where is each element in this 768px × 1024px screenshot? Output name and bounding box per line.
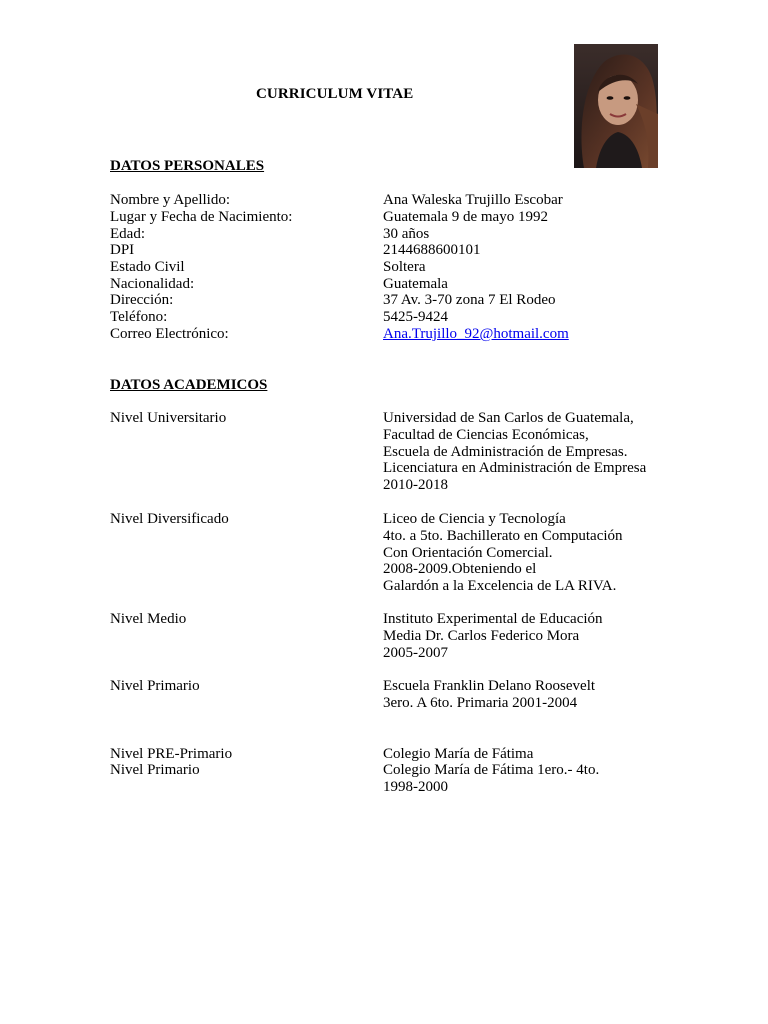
field-value: Guatemala <box>383 276 448 292</box>
academic-details <box>383 762 683 796</box>
academic-level-label: Nivel Diversificado <box>110 511 229 527</box>
academic-detail-line: Galardón a la Excelencia de LA RIVA. <box>383 578 617 595</box>
document-title: CURRICULUM VITAE <box>256 86 414 102</box>
academic-details <box>383 611 683 661</box>
academic-level-label: Nivel PRE-Primario <box>110 746 233 762</box>
academic-detail-line: Colegio María de Fátima <box>383 746 534 762</box>
field-label: Nombre y Apellido: <box>110 192 230 208</box>
personal-data-heading: DATOS PERSONALES <box>110 158 265 174</box>
field-label: Nacionalidad: <box>110 276 195 292</box>
field-label: Teléfono: <box>110 309 168 325</box>
field-label: Edad: <box>110 226 145 242</box>
academic-detail-line: Media Dr. Carlos Federico Mora <box>383 627 580 644</box>
academic-level-label: Nivel Primario <box>110 762 200 778</box>
academic-details <box>383 410 683 494</box>
academic-detail-line: Escuela de Administración de Empresas. <box>383 443 628 460</box>
academic-detail-line: 2008-2009.Obteniendo el <box>383 561 537 578</box>
academic-detail-line: 2010-2018 <box>383 477 448 494</box>
field-value: 5425-9424 <box>383 309 448 325</box>
field-value: 37 Av. 3-70 zona 7 El Rodeo <box>383 292 556 308</box>
academic-detail-line: Colegio María de Fátima 1ero.- 4to. <box>383 762 600 778</box>
academic-level-label: Nivel Primario <box>110 678 200 694</box>
academic-detail-line: Instituto Experimental de Educación <box>383 611 603 627</box>
field-label: Correo Electrónico: <box>110 326 229 342</box>
field-value: Guatemala 9 de mayo 1992 <box>383 209 548 225</box>
field-value: Soltera <box>383 259 426 275</box>
academic-data-heading: DATOS ACADEMICOS <box>110 377 268 393</box>
field-value: 30 años <box>383 226 430 242</box>
academic-detail-line: 3ero. A 6to. Primaria 2001-2004 <box>383 694 578 711</box>
academic-detail-line: Universidad de San Carlos de Guatemala, <box>383 410 634 426</box>
academic-detail-line: Facultad de Ciencias Económicas, <box>383 426 589 443</box>
academic-detail-line: 4to. a 5to. Bachillerato en Computación <box>383 527 623 544</box>
academic-details <box>383 746 683 763</box>
academic-detail-line: Liceo de Ciencia y Tecnología <box>383 511 566 527</box>
profile-photo <box>574 44 658 168</box>
academic-detail-line: Licenciatura en Administración de Empresa <box>383 460 647 477</box>
academic-level-label: Nivel Universitario <box>110 410 227 426</box>
field-value: 2144688600101 <box>383 242 481 258</box>
academic-detail-line: 1998-2000 <box>383 778 448 795</box>
academic-detail-line: 2005-2007 <box>383 644 448 661</box>
field-label: DPI <box>110 242 135 258</box>
academic-details <box>383 511 683 595</box>
email-link[interactable]: Ana.Trujillo_92@hotmail.com <box>383 326 569 342</box>
academic-details <box>383 678 683 712</box>
academic-detail-line: Escuela Franklin Delano Roosevelt <box>383 678 596 694</box>
field-label: Dirección: <box>110 292 174 308</box>
field-value: Ana Waleska Trujillo Escobar <box>383 192 563 208</box>
field-label: Lugar y Fecha de Nacimiento: <box>110 209 293 225</box>
field-label: Estado Civil <box>110 259 185 275</box>
academic-detail-line: Con Orientación Comercial. <box>383 544 553 561</box>
academic-level-label: Nivel Medio <box>110 611 187 627</box>
